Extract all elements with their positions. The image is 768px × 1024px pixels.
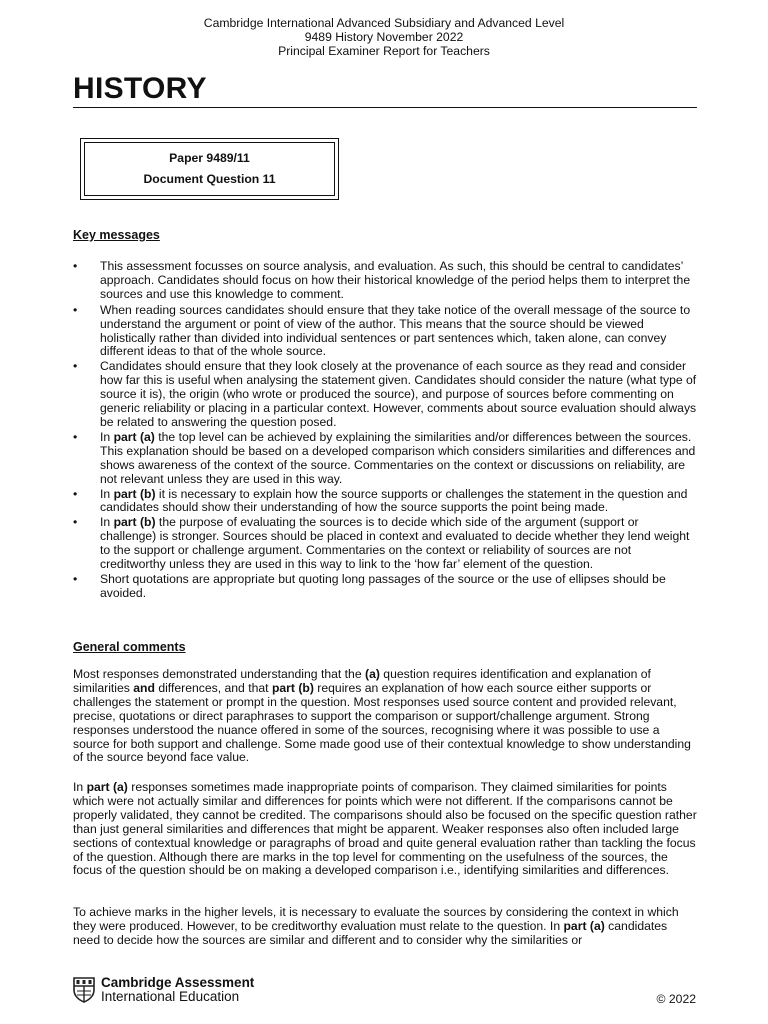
- bold-text-run: and: [133, 680, 155, 695]
- key-message-item: [73, 360, 697, 430]
- text-run: Candidates should ensure that they look closely at the provenance of each source as they read and consider how far this is useful when analysing the statement given. Candidates should consider the nature (what type of source it is), the origin (who wrote or produced the source), and purpose of sources before commenting on generic reliability or placing in a particular context. However, comments about source evaluation should always be related to answering the question posed.: [100, 359, 697, 429]
- key-message-item: [73, 260, 697, 302]
- general-comments-paragraph: [73, 781, 697, 878]
- key-messages-heading: Key messages: [73, 228, 160, 242]
- bullet-icon: •: [73, 302, 78, 317]
- general-comments-paragraph: [73, 906, 697, 948]
- title-divider: [73, 107, 697, 108]
- bold-text-run: part (a): [86, 780, 128, 794]
- key-message-text: [100, 259, 690, 301]
- key-message-text: [100, 359, 696, 429]
- key-message-item: [73, 431, 697, 487]
- page-title: HISTORY: [73, 72, 207, 105]
- header-line-syllabus: 9489 History November 2022: [304, 30, 464, 44]
- general-comments-paragraph: [73, 668, 697, 765]
- bold-text-run: part (b): [271, 680, 314, 695]
- bullet-icon: •: [73, 486, 78, 501]
- header-line-qualification: Cambridge International Advanced Subsidiary and Advanced Level: [203, 16, 565, 30]
- copyright-notice: © 2022: [656, 992, 696, 1006]
- general-comments-heading: General comments: [73, 640, 186, 654]
- text-run: In: [100, 486, 114, 501]
- key-message-item: [73, 516, 697, 572]
- key-message-item: [73, 304, 697, 360]
- bold-text-run: part (a): [563, 918, 605, 933]
- paper-box: [80, 138, 339, 200]
- text-run: In: [100, 515, 114, 530]
- logo-line-1: Cambridge Assessment: [101, 975, 255, 990]
- report-header: [0, 16, 768, 58]
- text-run: responses sometimes made inappropriate points of comparison. They claimed similarities for points which were not actually similar and differences for points which were not different. If the comparisons cannot be properly validated, they cannot be credited. The comparisons should also be focused on the specific question rather than just general similarities and differences that might be apparent. Weaker responses also often included large sections of contextual knowledge or paragraphs of broad and quite general evaluation rather than tackling the focus of the question. Although there are marks in the top level for commenting on the usefulness of the sources, the focus of the question should be on making a developed comparison i.e., identifying similarities and differences.: [73, 780, 697, 878]
- key-message-text: [100, 430, 695, 486]
- paper-name: Document Question 11: [143, 172, 276, 186]
- text-run: question requires identification and explanation of similarities: [73, 667, 651, 695]
- cambridge-shield-icon: [73, 977, 95, 1003]
- logo-line-2: International Education: [101, 989, 240, 1004]
- key-messages-list: [73, 260, 697, 601]
- text-run: requires an explanation of how each source either supports or challenges the statement or prompt in the question. Most responses used source content and provided relevant, precise, quotations or direct paraphrases to support the comparison or support/challenge argument. Strong responses understood the nuance offered in some of the sources, recognising where it was possible to use a source for both support and challenge. Some made good use of their contextual knowledge to show understanding of the source beyond face value.: [73, 680, 691, 765]
- text-run: candidates need to decide how the sources are similar and different and to consider why the similarities or: [73, 918, 668, 947]
- text-run: In: [73, 780, 87, 794]
- text-run: This assessment focusses on source analysis, and evaluation. As such, this should be central to candidates’ approach. Candidates should focus on how their historical knowledge of the period helps them to interpret the sources and use this knowledge to comment.: [100, 259, 691, 301]
- bold-text-run: part (a): [113, 429, 155, 444]
- text-run: When reading sources candidates should ensure that they take notice of the overall message of the source to understand the argument or point of view of the author. This means that the source should be viewed holistically rather than divided into individual sentences or part sentences which, taken alone, can convey different ideas to that of the whole source.: [100, 302, 691, 359]
- bullet-icon: •: [73, 429, 78, 444]
- paper-box-inner: [84, 142, 335, 196]
- bullet-icon: •: [73, 515, 78, 530]
- bullet-icon: •: [73, 259, 78, 273]
- bullet-icon: •: [73, 571, 78, 586]
- text-run: To achieve marks in the higher levels, it is necessary to evaluate the sources by considering the context in which they were produced. However, to be creditworthy evaluation must relate to the question. In: [73, 905, 679, 933]
- key-message-item: [73, 573, 697, 601]
- text-run: the top level can be achieved by explaining the similarities and/or differences between the sources. This explanation should be based on a developed comparison which considers similarities and differences and shows awareness of the context of the source. Commentaries on the context or discussions on reliability, are not relevant unless they are used in this way.: [100, 429, 696, 486]
- paper-number: Paper 9489/11: [169, 151, 250, 165]
- key-message-text: [100, 515, 689, 571]
- bullet-icon: •: [73, 359, 78, 374]
- text-run: In: [100, 429, 114, 444]
- bold-text-run: part (b): [113, 486, 156, 501]
- bold-text-run: part (b): [113, 515, 156, 530]
- text-run: it is necessary to explain how the source supports or challenges the statement in the question and candidates should show their understanding of how the source supports the point being made.: [100, 486, 688, 515]
- bold-text-run: (a): [365, 667, 380, 681]
- cambridge-logo: [73, 976, 254, 1004]
- key-message-text: [100, 572, 666, 600]
- text-run: the purpose of evaluating the sources is to decide which side of the argument (support or challenge) is stronger. Sources should be placed in context and evaluated to decide whether they lend weight to the support or challenge argument. Commentaries on the context or reliability of sources are not creditworthy unless they are used in this way to link to the ‘how far’ element of the question.: [100, 515, 690, 572]
- text-run: Short quotations are appropriate but quoting long passages of the source or the use of ellipses should be avoided.: [100, 571, 666, 600]
- header-line-report: Principal Examiner Report for Teachers: [278, 44, 490, 58]
- key-message-text: [100, 303, 690, 359]
- text-run: Most responses demonstrated understanding that the: [73, 667, 366, 681]
- text-run: differences, and that: [154, 680, 272, 695]
- key-message-item: [73, 488, 697, 516]
- key-message-text: [100, 487, 687, 515]
